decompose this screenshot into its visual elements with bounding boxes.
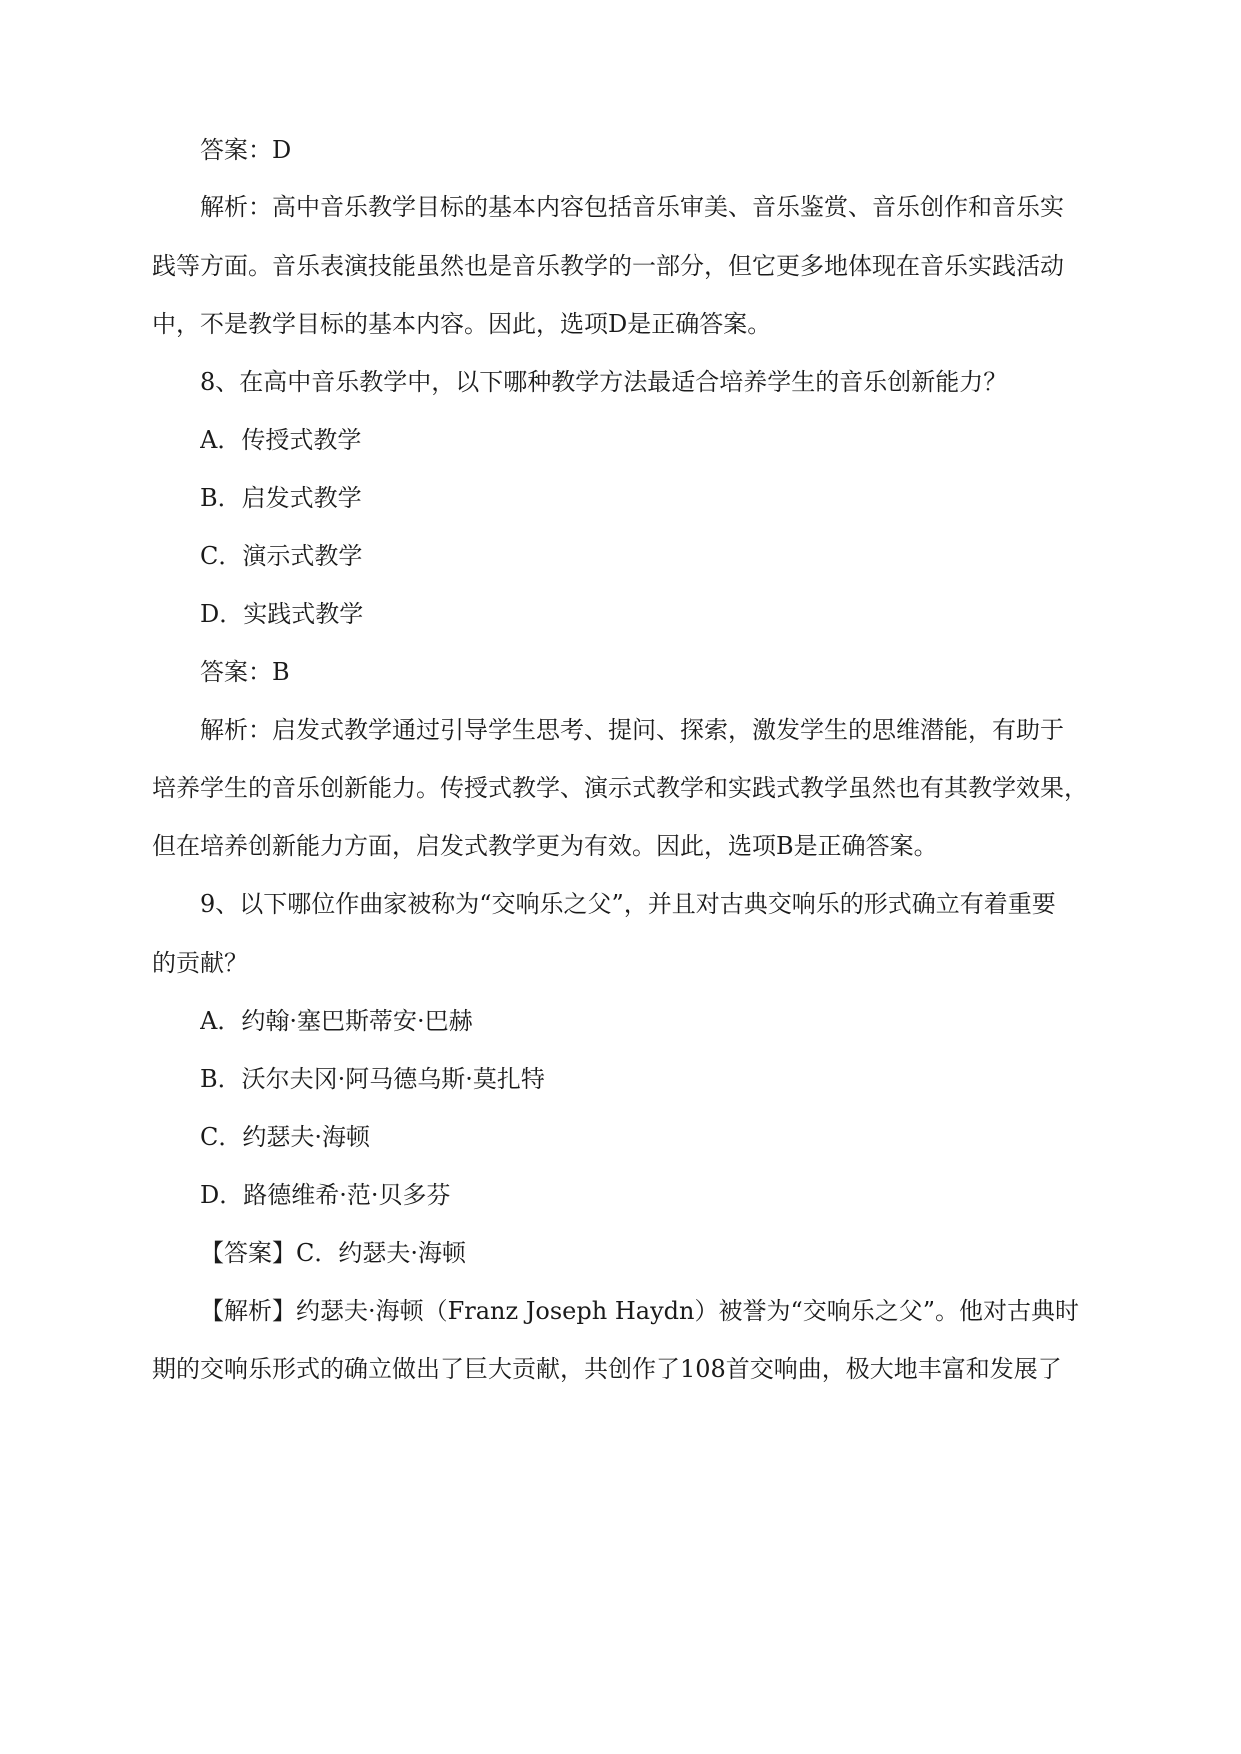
- q8-option-b: B．启发式教学: [200, 484, 362, 512]
- q8-analysis-line-3: 但在培养创新能力方面，启发式教学更为有效。因此，选项B是正确答案。: [152, 832, 938, 860]
- q9-option-c: C．约瑟夫·海顿: [200, 1123, 370, 1151]
- q9-analysis-line-1: 【解析】约瑟夫·海顿（Franz Joseph Haydn）被誉为“交响乐之父”。他对古典时: [200, 1297, 1079, 1325]
- q9-option-b: B．沃尔夫冈·阿马德乌斯·莫扎特: [200, 1065, 545, 1093]
- q9-question-line-2: 的贡献？: [152, 949, 248, 977]
- q8-option-d: D．实践式教学: [200, 600, 364, 628]
- q8-analysis-line-1: 解析：启发式教学通过引导学生思考、提问、探索，激发学生的思维潜能，有助于: [200, 716, 1064, 744]
- q7-analysis-line-1: 解析：高中音乐教学目标的基本内容包括音乐审美、音乐鉴赏、音乐创作和音乐实: [200, 193, 1064, 221]
- q8-analysis-line-2: 培养学生的音乐创新能力。传授式教学、演示式教学和实践式教学虽然也有其教学效果，: [152, 774, 1088, 802]
- q8-question: 8、在高中音乐教学中，以下哪种教学方法最适合培养学生的音乐创新能力？: [200, 368, 1008, 396]
- q9-option-d: D．路德维希·范·贝多芬: [200, 1181, 451, 1209]
- q7-answer: 答案：D: [200, 136, 292, 164]
- q7-analysis-line-2: 践等方面。音乐表演技能虽然也是音乐教学的一部分，但它更多地体现在音乐实践活动: [152, 252, 1064, 280]
- q8-option-a: A．传授式教学: [200, 426, 362, 454]
- q9-option-a: A．约翰·塞巴斯蒂安·巴赫: [200, 1007, 473, 1035]
- q8-option-c: C．演示式教学: [200, 542, 363, 570]
- q8-answer: 答案：B: [200, 658, 290, 686]
- q9-analysis-line-2: 期的交响乐形式的确立做出了巨大贡献，共创作了108首交响曲，极大地丰富和发展了: [152, 1355, 1062, 1383]
- q9-question-line-1: 9、以下哪位作曲家被称为“交响乐之父”，并且对古典交响乐的形式确立有着重要: [200, 890, 1056, 918]
- q9-answer: 【答案】C．约瑟夫·海顿: [200, 1239, 466, 1267]
- q7-analysis-line-3: 中，不是教学目标的基本内容。因此，选项D是正确答案。: [152, 310, 772, 338]
